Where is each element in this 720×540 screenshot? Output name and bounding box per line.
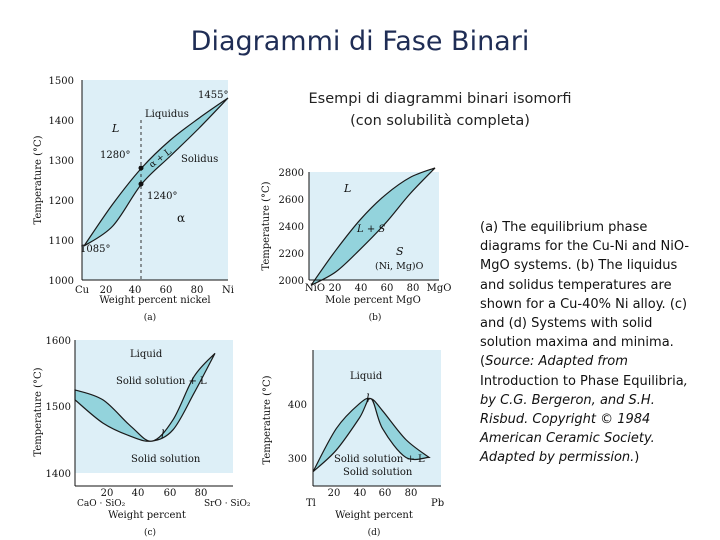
panel-d-y-label: Temperature (°C) xyxy=(262,375,273,465)
panel-a-label-1085: 1085° xyxy=(80,244,111,255)
panel-d-x-label: Weight percent xyxy=(335,510,413,521)
y-tick-label: 2200 xyxy=(278,249,304,260)
x-tick-label: 40 xyxy=(131,488,145,499)
panel-c-label-ss-L: Solid solution + L xyxy=(116,376,207,387)
panel-b-tag: (b) xyxy=(368,313,382,323)
x-tick-label: 40 xyxy=(128,285,142,296)
panel-d-label-liquid: Liquid xyxy=(350,371,383,382)
panel-c-label-liquid: Liquid xyxy=(130,349,163,360)
subtitle-line-2: (con solubilità completa) xyxy=(350,113,530,129)
x-tick-label: 20 xyxy=(99,285,113,296)
panel-a-label-1240: 1240° xyxy=(147,191,178,202)
caption-end: ) xyxy=(634,450,640,466)
panel-b-x-label: Mole percent MgO xyxy=(325,295,421,306)
panel-c-label-ss: Solid solution xyxy=(131,454,201,465)
panel-b-label-L: L xyxy=(344,182,352,195)
panel-a-tag: (a) xyxy=(143,313,157,323)
panel-a-label-alpha: α xyxy=(177,211,186,225)
y-tick-label: 2800 xyxy=(278,168,304,179)
subtitle-line-1: Esempi di diagrammi binari isomorfi xyxy=(308,91,572,107)
x-tick-label: MgO xyxy=(426,283,452,294)
x-tick-label: Ni xyxy=(222,285,234,296)
panel-d-label-ss: Solid solution xyxy=(343,467,413,478)
panel-c-x-end-left: CaO · SiO₂ xyxy=(77,499,126,509)
x-tick-label: 60 xyxy=(159,285,173,296)
panel-c-label-l: l xyxy=(161,428,165,441)
y-tick-label: 1400 xyxy=(45,469,71,480)
y-tick-label: 400 xyxy=(287,400,307,411)
y-tick-label: 1600 xyxy=(45,336,71,347)
caption-source-label: Source: xyxy=(485,354,535,370)
panel-a-x-label: Weight percent nickel xyxy=(99,295,211,306)
panel-b-label-S: S xyxy=(396,245,404,258)
panel-d-tag: (d) xyxy=(367,528,381,538)
panel-b-label-phase: (Ni, Mg)O xyxy=(375,261,424,272)
x-tick-label: 80 xyxy=(194,488,208,499)
panel-a-label-1280: 1280° xyxy=(100,150,131,161)
x-tick-label: 60 xyxy=(163,488,177,499)
panel-a-label-solidus: Solidus xyxy=(181,154,219,165)
caption-book: Introduction to Phase Equilibria xyxy=(480,373,684,389)
x-tick-label: 80 xyxy=(190,285,204,296)
x-tick-label: Cu xyxy=(74,285,90,296)
y-tick-label: 1400 xyxy=(48,116,74,127)
panel-d-label-ss-L: Solid solution + L xyxy=(334,454,425,465)
panel-a-label-liquidus: Liquidus xyxy=(145,109,189,120)
x-tick-label: 80 xyxy=(404,488,418,499)
panel-a-label-L: L xyxy=(112,122,120,135)
x-tick-label: 60 xyxy=(380,283,394,294)
x-tick-label: 40 xyxy=(353,488,367,499)
panel-c-tag: (c) xyxy=(143,528,157,538)
x-tick-label: 80 xyxy=(406,283,420,294)
panel-d-x-ticks xyxy=(328,488,418,499)
y-tick-label: 1300 xyxy=(48,156,74,167)
panel-c-x-label: Weight percent xyxy=(108,510,186,521)
caption-rest: , by C.G. Bergeron, and S.H. Risbud. Copyright © 1984 American Ceramic Society. Adapted by permission. xyxy=(480,373,688,466)
x-tick-label: 20 xyxy=(327,488,341,499)
x-tick-label: 20 xyxy=(100,488,114,499)
y-tick-label: 1500 xyxy=(48,76,74,87)
y-tick-label: 1100 xyxy=(48,236,74,247)
y-tick-label: 2600 xyxy=(278,195,304,206)
y-tick-label: 300 xyxy=(287,454,307,465)
x-tick-label: 60 xyxy=(378,488,392,499)
x-tick-label: 40 xyxy=(354,283,368,294)
panel-d-x-end-right: Pb xyxy=(431,498,445,509)
y-tick-label: 1200 xyxy=(48,196,74,207)
y-tick-label: 1000 xyxy=(48,276,74,287)
panel-b-y-label: Temperature (°C) xyxy=(261,181,272,271)
panel-a-y-label: Temperature (°C) xyxy=(33,135,44,225)
caption-adapted: Adapted from xyxy=(534,354,628,370)
x-tick-label: NiO xyxy=(304,283,326,294)
panel-a-label-1455: 1455° xyxy=(198,90,229,101)
panel-a-label-alpha-L: α + L xyxy=(147,146,174,171)
caption-part-1: (a) The equilibrium phase diagrams for the Cu-Ni and NiO-MgO systems. (b) The liquidus and solidus temperatures are shown for a Cu-40% Ni alloy. (c) and (d) Systems with solid solution maxima and minima. ( xyxy=(480,220,690,370)
y-tick-label: 1500 xyxy=(45,402,71,413)
panel-b-label-L-S: L + S xyxy=(357,224,386,235)
panel-d-x-end-left: Tl xyxy=(306,498,316,509)
panel-d-y-ticks xyxy=(288,400,307,465)
x-tick-label: 20 xyxy=(328,283,342,294)
y-tick-label: 2000 xyxy=(278,276,304,287)
panel-d-label-l: l xyxy=(366,392,370,405)
panel-c-y-label: Temperature (°C) xyxy=(33,367,44,457)
panel-c-x-end-right: SrO · SiO₂ xyxy=(204,499,251,509)
y-tick-label: 2400 xyxy=(278,222,304,233)
slide-title: Diagrammi di Fase Binari xyxy=(190,26,530,57)
